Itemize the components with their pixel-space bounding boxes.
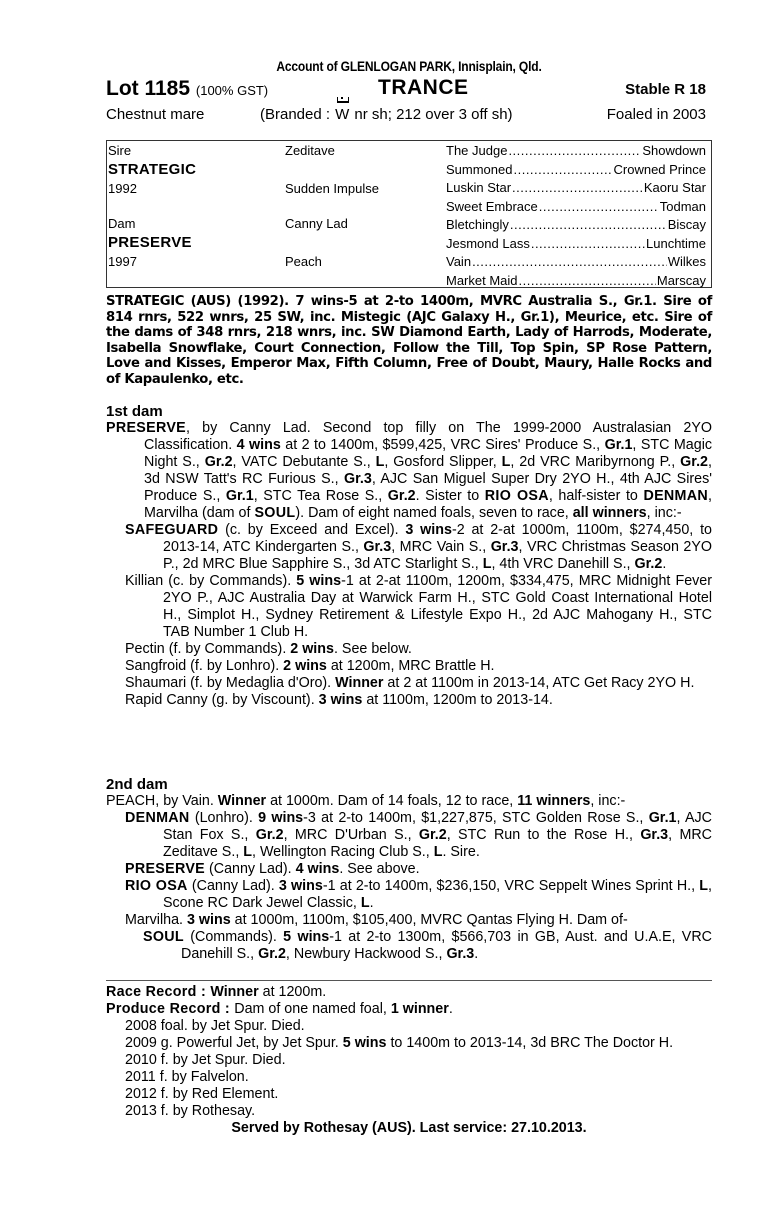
colour-sex: Chestnut mare	[106, 106, 205, 123]
text-run: , 2d VRC Maribyrnong P.,	[510, 454, 681, 470]
leader-dots	[531, 235, 645, 253]
bold-text: 11 winners	[517, 793, 591, 809]
brand-prefix: (Branded :	[260, 106, 335, 123]
progeny-entry	[106, 522, 712, 573]
bold-text: all winners	[572, 505, 647, 521]
grandparent-left: Vain	[446, 254, 472, 269]
progeny-entry	[106, 878, 712, 912]
bold-text: 1 winner	[390, 1001, 449, 1017]
grandparent-right: Marscay	[656, 272, 706, 288]
text-run: at 1000m. Dam of 14 foals, 12 to race,	[266, 793, 518, 809]
bold-text: L	[501, 454, 511, 470]
text-run: PEACH, by Vain.	[106, 793, 218, 809]
dam-year: 1997	[108, 254, 137, 269]
text-run: -3 at 2-to 1400m, $1,227,875, STC Golden Rose S.,	[303, 810, 649, 826]
service-note: Served by Rothesay (AUS). Last service: 27.10.2013.	[231, 1120, 587, 1136]
grandparent-left: Summoned	[446, 161, 513, 177]
progeny-entry	[106, 675, 712, 692]
progeny-entry	[106, 692, 712, 709]
progeny-name: SOUL	[143, 929, 184, 945]
text-run: to 1400m to 2013-14, 3d BRC The Doctor H.	[386, 1035, 674, 1051]
grandparent-right: Wilkes	[667, 254, 706, 269]
leader-dots	[519, 272, 656, 290]
brand-description	[260, 102, 513, 128]
bold-text: 4 wins	[295, 861, 340, 877]
text-run: at 1200m, MRC Brattle H.	[326, 658, 495, 674]
progeny-entry	[106, 658, 712, 675]
catalogue-page	[106, 56, 713, 1136]
grandparent-row	[446, 198, 706, 216]
text-run: -1 at 2-to 1300m, $566,703 in GB, Aust. and U.A.E, VRC Danehill S.,	[181, 929, 712, 962]
crown-brand-icon	[334, 102, 350, 128]
bold-text: 5 wins	[283, 929, 330, 945]
text-run: at 1100m, 1200m to 2013-14.	[362, 692, 553, 708]
text-run: at 2 to 1400m, $599,425, VRC Sires' Produce S.,	[280, 437, 605, 453]
progeny-name: SAFEGUARD	[125, 522, 219, 538]
second-dam-section	[106, 776, 712, 963]
text-run: Dam of one named foal,	[234, 1001, 391, 1017]
foal-entry	[106, 1035, 712, 1052]
sire-summary: STRATEGIC (AUS) (1992). 7 wins-5 at 2-to 1400m, MVRC Australia S., Gr.1. Sire of 814 rnrs, 522 wnrs, 25 SW, inc. Mistegic (AJC Galaxy H., Gr.1), Meurice, etc. Sire of the dams of 348 rnrs, 218 wnrs, inc. SW Diamond Earth, Lady of Harrods, Moderate, Isabella Snowflake, Court Connection, Follow the Till, Top Spin, SP Rose Pattern, Love and Kisses, Emperor Max, Fifth Column, Free of Doubt, Maury, Halle Rocks and of Kapaulenko, etc.	[106, 294, 712, 387]
text-run: Killian (c. by Commands).	[125, 573, 297, 589]
bold-text: Gr.2	[634, 556, 663, 572]
text-run: .	[474, 946, 479, 962]
text-run: Rapid Canny (g. by Viscount).	[125, 692, 319, 708]
bold-text: RIO OSA	[484, 488, 549, 504]
text-run: 2011 f. by Falvelon.	[125, 1069, 249, 1085]
leader-dots	[508, 142, 641, 160]
race-record	[106, 984, 712, 1001]
bold-text: SOUL	[254, 505, 296, 521]
bold-text: Winner	[335, 675, 384, 691]
text-run: . See above.	[339, 861, 420, 877]
title-row	[106, 76, 712, 102]
progeny-entry	[106, 912, 712, 929]
lot-number	[106, 76, 268, 104]
bold-text: Gr.3	[640, 827, 669, 843]
bold-text: L	[482, 556, 492, 572]
text-run: . See below.	[333, 641, 412, 657]
text-run: , Wellington Racing Club S.,	[252, 844, 434, 860]
bold-text: 3 wins	[318, 692, 363, 708]
bold-text: DENMAN	[643, 488, 709, 504]
progeny-entry	[106, 810, 712, 861]
grandparent-left: Jesmond Lass	[446, 235, 530, 251]
sire-label: Sire	[108, 143, 132, 158]
bold-text: L	[433, 844, 443, 860]
text-run: at 1000m, 1100m, $105,400, MVRC Qantas Flying H. Dam of-	[230, 912, 628, 928]
text-run: , MRC Vain S.,	[391, 539, 491, 555]
sire-year: 1992	[108, 181, 137, 196]
bold-text: L	[699, 878, 709, 894]
produce-record	[106, 1001, 712, 1018]
text-run: ). Dam of eight named foals, seven to race,	[295, 505, 573, 521]
stable-number: Stable R 18	[625, 81, 706, 98]
bold-text: L	[360, 895, 370, 911]
text-run: , Marvilha (dam of	[144, 488, 712, 521]
bold-text: Gr.2	[418, 827, 447, 843]
bold-text: L	[243, 844, 252, 860]
text-run: at 1200m.	[258, 984, 327, 1000]
grandparent-right: Crowned Prince	[613, 161, 706, 177]
bold-text: Gr.2	[680, 454, 708, 470]
bold-text: Gr.1	[225, 488, 254, 504]
text-run: .	[448, 1001, 453, 1017]
foal-entry	[106, 1018, 712, 1035]
text-run: , STC Tea Rose S.,	[253, 488, 388, 504]
text-run: , MRC Zeditave S.,	[163, 827, 713, 860]
progeny-entry	[106, 861, 712, 878]
text-run: , Newbury Hackwood S.,	[285, 946, 447, 962]
dam-name: PRESERVE	[108, 234, 192, 251]
grandparent-row	[446, 235, 706, 253]
bold-text: L	[375, 454, 385, 470]
text-run: , MRC D'Urban S.,	[283, 827, 419, 843]
bold-text: Gr.3	[490, 539, 519, 555]
bold-text: 3 wins	[186, 912, 231, 928]
grandparent-left: Luskin Star	[446, 180, 512, 195]
text-run: , VATC Debutante S.,	[232, 454, 376, 470]
text-run: Pectin (f. by Commands).	[125, 641, 291, 657]
first-dam-section	[106, 403, 712, 709]
grandparent-right: Todman	[659, 198, 706, 214]
text-run: . Sire.	[442, 844, 480, 860]
bold-text: Winner	[210, 984, 259, 1000]
first-dam-heading: 1st dam	[106, 403, 163, 420]
grand-progeny-entry	[106, 929, 712, 963]
description-row	[106, 102, 712, 128]
sire-dam: Sudden Impulse	[285, 181, 379, 196]
progeny-entry	[106, 573, 712, 641]
leader-dots	[472, 253, 667, 271]
grandparent-row	[446, 142, 706, 160]
progeny-name: PRESERVE	[125, 861, 206, 877]
sire-sire: Zeditave	[285, 143, 335, 158]
progeny-name: DENMAN	[125, 810, 190, 826]
leader-dots	[512, 179, 643, 197]
grandparent-row	[446, 179, 706, 197]
gst-note: (100% GST)	[195, 83, 269, 98]
bold-text: Gr.2	[255, 827, 284, 843]
vendor-account: Account of GLENLOGAN PARK, Innisplain, Qld.	[276, 58, 542, 74]
text-run: -1 at 2-to 1400m, $236,150, VRC Seppelt Wines Sprint H.,	[322, 878, 700, 894]
text-run: , inc:-	[590, 793, 626, 809]
grandparent-row	[446, 253, 706, 271]
bold-text: 3 wins	[405, 522, 452, 538]
text-run: Sangfroid (f. by Lonhro).	[125, 658, 284, 674]
first-dam-entry	[106, 420, 712, 522]
pedigree-table	[106, 140, 712, 288]
dam-sire: Canny Lad	[285, 216, 348, 231]
text-run: -1 at 2-at 1100m, 1200m, $334,475, MRC Midnight Fever 2YO P., AJC Australia Day at Warwick Farm H., STC Gold Coast International Hotel H., Simplot H., Sydney Retirement & Lifestyle Expo H., 2d AJC Mahogany H., STC TAB Number 1 Club H.	[163, 573, 713, 640]
bold-text: 3 wins	[278, 878, 323, 894]
foal-entry	[106, 1086, 712, 1103]
grandparent-row	[446, 161, 706, 179]
progeny-name: RIO OSA	[125, 878, 188, 894]
text-run: 2008 foal. by Jet Spur. Died.	[125, 1018, 305, 1034]
text-run: , Scone RC Dark Jewel Classic,	[163, 878, 712, 911]
dam-dam: Peach	[285, 254, 322, 269]
grandparent-left: Bletchingly	[446, 217, 509, 232]
text-run: Shaumari (f. by Medaglia d'Oro).	[125, 675, 336, 691]
bold-text: Gr.1	[604, 437, 633, 453]
horse-name: TRANCE	[378, 76, 469, 99]
text-run: , by Canny Lad. Second top filly on The 1999-2000 Australasian 2YO Classification.	[144, 420, 712, 453]
bold-text: Winner	[217, 793, 267, 809]
crown-icon	[337, 97, 349, 103]
bold-text: Gr.3	[446, 946, 475, 962]
sire-name: STRATEGIC	[108, 161, 197, 178]
foal-entry	[106, 1103, 712, 1120]
bold-text: Gr.3	[363, 539, 392, 555]
foal-entry	[106, 1069, 712, 1086]
bold-text: 5 wins	[296, 573, 342, 589]
text-run: .	[369, 895, 374, 911]
bold-text: Gr.2	[387, 488, 416, 504]
grandparent-right: Showdown	[642, 143, 706, 158]
grandparent-right: Lunchtime	[646, 235, 706, 251]
text-run: , STC Run to the Rose H.,	[446, 827, 641, 843]
progeny-entry	[106, 641, 712, 658]
text-run: , VRC Christmas Season 2YO P., 2d MRC Blue Sapphire S., 3d ATC Starlight S.,	[163, 539, 712, 572]
text-run: , STC Magic Night S.,	[144, 437, 713, 470]
bold-text: Produce Record :	[106, 1001, 235, 1017]
brand-suffix: nr sh; 212 over 3 off sh)	[350, 106, 513, 123]
grandparent-row	[446, 272, 706, 290]
text-run: , 3d NSW Tatt's RC Furious S.,	[144, 454, 712, 487]
dam-label: Dam	[108, 216, 136, 231]
text-run: , Gosford Slipper,	[384, 454, 502, 470]
grandparent-left: Sweet Embrace	[446, 198, 538, 214]
text-run: Marvilha.	[125, 912, 187, 928]
second-dam-entry	[106, 793, 712, 810]
text-run: , 4th VRC Danehill S.,	[491, 556, 635, 572]
leader-dots	[510, 216, 667, 234]
text-run: , inc:-	[646, 505, 682, 521]
brand-letter: W	[335, 106, 350, 123]
text-run: , AJC San Miguel Super Dry 2YO H., 4th AJC Sires' Produce S.,	[144, 471, 712, 504]
section-divider	[106, 980, 712, 981]
text-run: (Commands).	[183, 929, 284, 945]
bold-text: Gr.3	[343, 471, 372, 487]
bold-text: Gr.2	[258, 946, 286, 962]
foaled-year: Foaled in 2003	[606, 106, 706, 123]
grandparent-left: The Judge	[446, 143, 508, 158]
text-run: (Canny Lad).	[187, 878, 279, 894]
grandparent-right: Biscay	[667, 217, 706, 232]
bold-text: 5 wins	[342, 1035, 387, 1051]
bold-text: Race Record :	[106, 984, 211, 1000]
text-run: .	[662, 556, 667, 572]
grandparent-left: Market Maid	[446, 272, 518, 288]
text-run: (c. by Exceed and Excel).	[218, 522, 406, 538]
text-run: at 2 at 1100m in 2013-14, ATC Get Racy 2YO H.	[383, 675, 695, 691]
bold-text: Gr.1	[648, 810, 677, 826]
bold-text: 9 wins	[258, 810, 304, 826]
text-run: (Lonhro).	[189, 810, 259, 826]
text-run: , half-sister to	[548, 488, 644, 504]
second-dam-heading: 2nd dam	[106, 776, 168, 793]
leader-dots	[539, 198, 659, 216]
bold-text: 4 wins	[236, 437, 281, 453]
records-section	[106, 984, 712, 1137]
grandparent-row	[446, 216, 706, 234]
text-run: 2013 f. by Rothesay.	[125, 1103, 256, 1119]
text-run: . Sister to	[415, 488, 485, 504]
text-run: 2009 g. Powerful Jet, by Jet Spur.	[125, 1035, 343, 1051]
text-run: (Canny Lad).	[205, 861, 296, 877]
grandparent-right: Kaoru Star	[643, 180, 706, 195]
dam-name: PRESERVE	[106, 420, 187, 436]
text-run: 2012 f. by Red Element.	[125, 1086, 279, 1102]
text-run: 2010 f. by Jet Spur. Died.	[125, 1052, 286, 1068]
bold-text: Gr.2	[204, 454, 233, 470]
text-run: , AJC Stan Fox S.,	[163, 810, 712, 843]
text-run: -2 at 2-at 1000m, 1100m, $274,450, to 2013-14, ATC Kindergarten S.,	[163, 522, 712, 555]
bold-text: 2 wins	[283, 658, 327, 674]
leader-dots	[513, 161, 612, 179]
foal-entry	[106, 1052, 712, 1069]
bold-text: 2 wins	[290, 641, 334, 657]
lot-label: Lot 1185	[106, 77, 191, 100]
